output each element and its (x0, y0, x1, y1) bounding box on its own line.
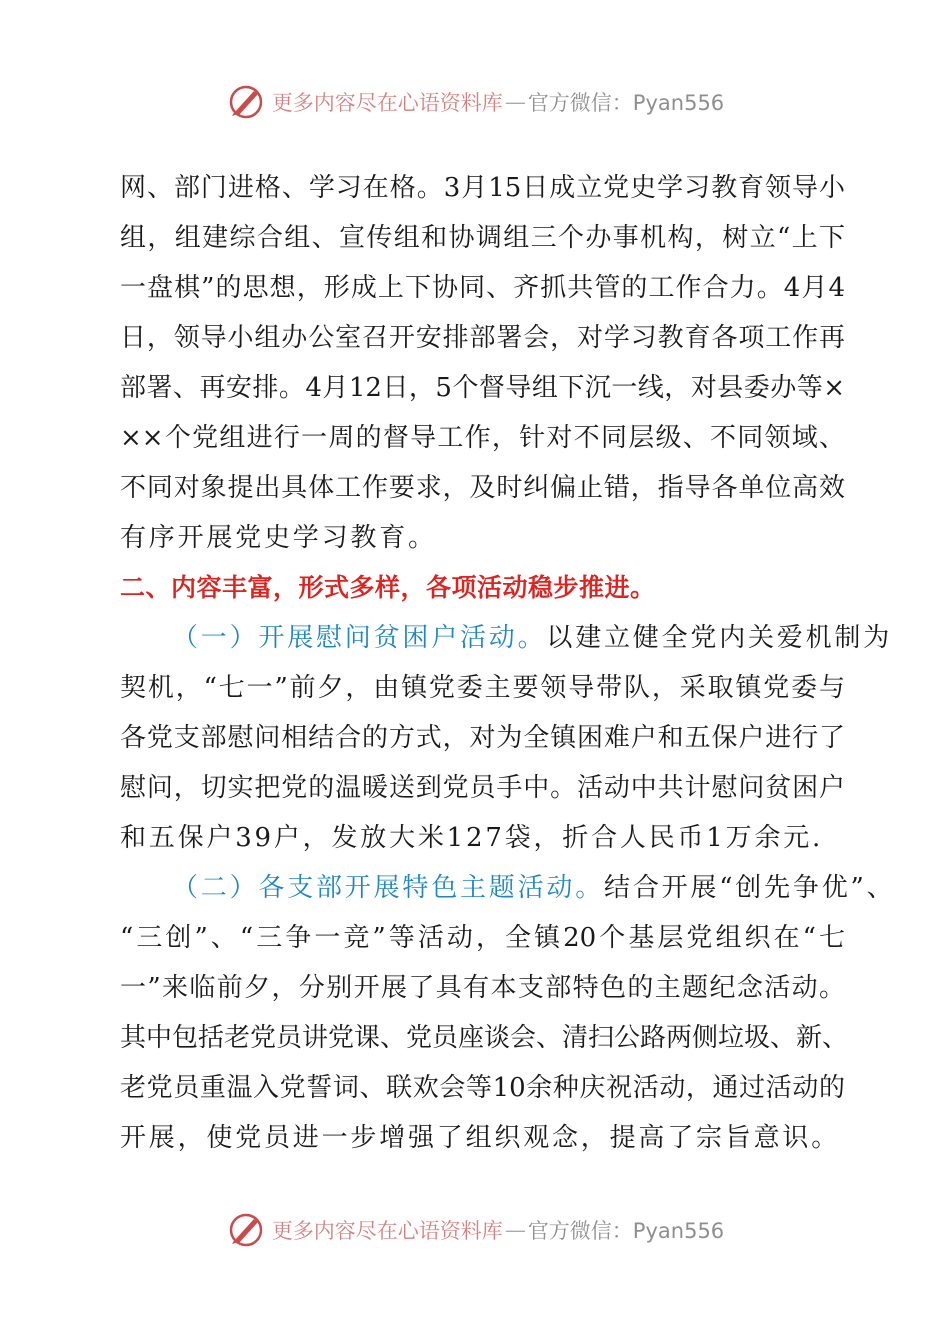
text-line: 其中包括老党员讲党课、党员座谈会、清扫公路两侧垃圾、新、 (120, 1023, 849, 1053)
pen-logo-icon (226, 1210, 266, 1250)
text-line: 和五保户39户，发放大米127袋，折合人民币1万余元. (120, 823, 824, 853)
text-line: 一”来临前夕，分别开展了具有本支部特色的主题纪念活动。 (120, 973, 845, 1003)
banner-wechat: 官方微信：Pyan556 (527, 1219, 725, 1243)
banner-text: 更多内容尽在心语资料库 (271, 91, 503, 115)
text-line: 各党支部慰问相结合的方式，对为全镇困难户和五保户进行了 (120, 723, 845, 753)
text-line: 有序开展党史学习教育。 (120, 523, 437, 553)
section-heading: 二、内容丰富，形式多样，各项活动稳步推进。 (120, 573, 656, 602)
text-line: 网、部门进格、学习在格。3月15日成立党史学习教育领导小 (120, 173, 845, 203)
text-line: 组，组建综合组、宣传组和协调组三个办事机构，树立“上下 (120, 223, 845, 253)
banner-dash: — (504, 1218, 526, 1242)
subsection-line (120, 613, 893, 663)
banner-wechat: 官方微信：Pyan556 (527, 91, 725, 115)
subsection-title: （二）各支部开展特色主题活动。 (172, 873, 605, 903)
text-line: 开展，使党员进一步增强了组织观念，提高了宗旨意识。 (120, 1123, 841, 1153)
text-line: 契机，“七一”前夕，由镇党委主要领导带队，采取镇党委与 (120, 673, 845, 703)
text-line: 老党员重温入党誓词、联欢会等10余种庆祝活动，通过活动的 (120, 1073, 845, 1103)
text-span: 以建立健全党内关爱机制为 (546, 623, 893, 653)
text-line: 慰问，切实把党的温暖送到党员手中。活动中共计慰问贫困户 (120, 773, 845, 803)
subsection-line (120, 863, 896, 913)
text-span: 结合开展“创先争优”、 (604, 873, 896, 903)
text-line: “三创”、“三争一竞”等活动，全镇20个基层党组织在“七 (120, 923, 845, 953)
header-banner (0, 82, 950, 122)
subsection-title: （一）开展慰问贫困户活动。 (172, 623, 547, 653)
document-body (120, 163, 896, 1163)
banner-text: 更多内容尽在心语资料库 (271, 1219, 503, 1243)
text-line: 一盘棋”的思想，形成上下协同、齐抓共管的工作合力。4月4 (120, 273, 845, 303)
pen-logo-icon (226, 82, 266, 122)
text-line: 日，领导小组办公室召开安排部署会，对学习教育各项工作再 (120, 323, 845, 353)
text-line: 不同对象提出具体工作要求，及时纠偏止错，指导各单位高效 (120, 473, 845, 503)
text-line: ××个党组进行一周的督导工作，针对不同层级、不同领域、 (120, 423, 845, 453)
banner-dash: — (504, 90, 526, 114)
footer-banner (0, 1210, 950, 1250)
text-line: 部署、再安排。4月12日，5个督导组下沉一线，对县委办等× (120, 373, 845, 403)
